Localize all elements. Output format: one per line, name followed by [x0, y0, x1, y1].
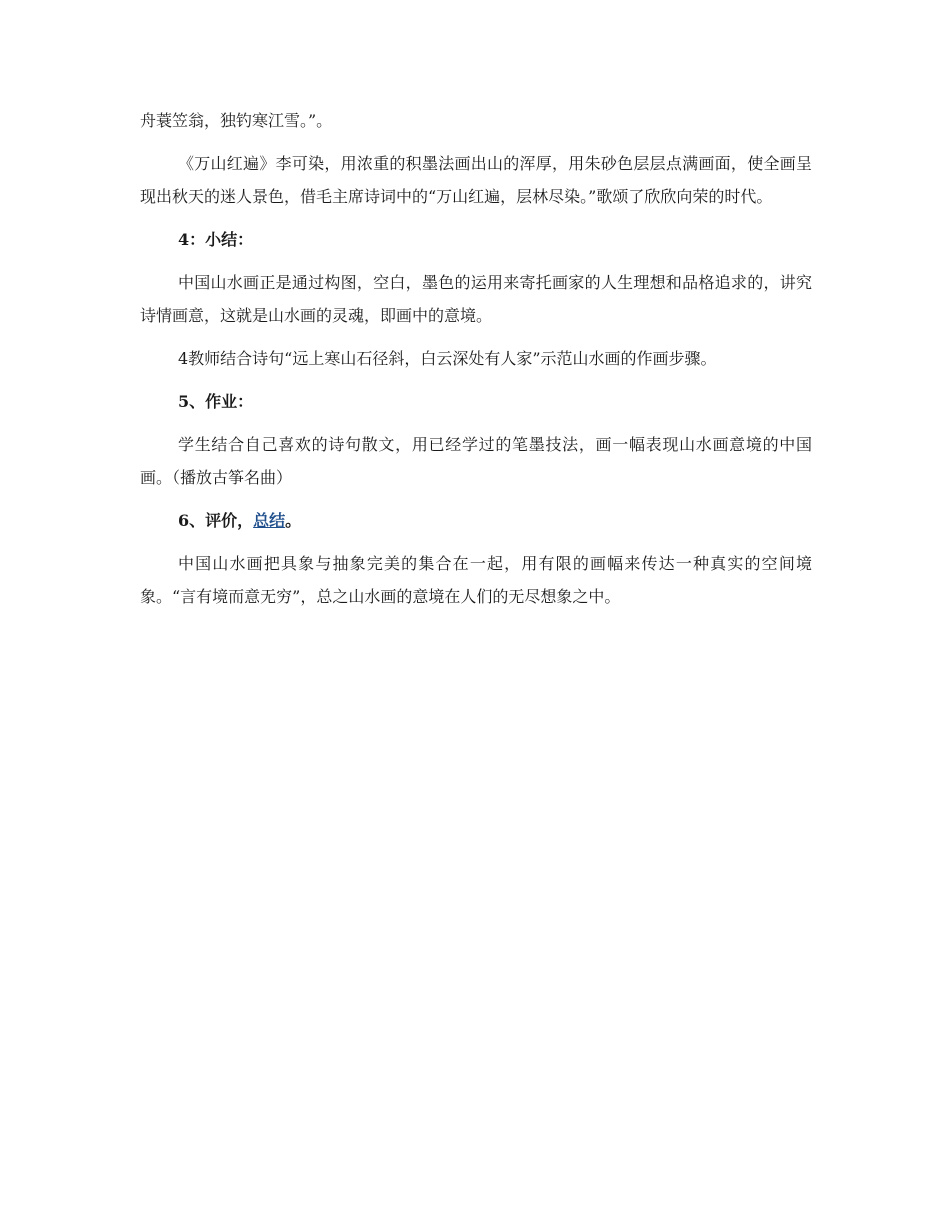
heading-evaluation-suffix: 。	[285, 511, 302, 530]
summary-link[interactable]: 总结	[253, 511, 286, 530]
paragraph-conclusion: 中国山水画把具象与抽象完美的集合在一起，用有限的画幅来传达一种真实的空间境象。“言有境而意无穷”，总之山水画的意境在人们的无尽想象之中。	[140, 554, 812, 606]
document-page	[140, 104, 812, 623]
heading-evaluation-prefix: 6、评价，	[178, 511, 254, 530]
heading-homework: 5、作业：	[178, 392, 254, 411]
paragraph-wanshan-hongbian: 《万山红遍》李可染，用浓重的积墨法画出山的浑厚，用朱砂色层层点满画面，使全画呈现出秋天的迷人景色，借毛主席诗词中的“万山红遍，层林尽染。”歌颂了欣欣向荣的时代。	[140, 154, 812, 206]
paragraph-summary: 中国山水画正是通过构图，空白，墨色的运用来寄托画家的人生理想和品格追求的，讲究诗情画意，这就是山水画的灵魂，即画中的意境。	[140, 273, 812, 325]
paragraph-poem-end: 舟蓑笠翁，独钓寒江雪。”。	[140, 111, 333, 130]
heading-evaluation	[140, 504, 812, 537]
paragraph-homework: 学生结合自己喜欢的诗句散文，用已经学过的笔墨技法，画一幅表现山水画意境的中国画。（播放古筝名曲）	[140, 435, 812, 487]
paragraph-demonstration: 4教师结合诗句“远上寒山石径斜，白云深处有人家”示范山水画的作画步骤。	[178, 349, 717, 368]
heading-summary: 4：小结：	[178, 230, 254, 249]
